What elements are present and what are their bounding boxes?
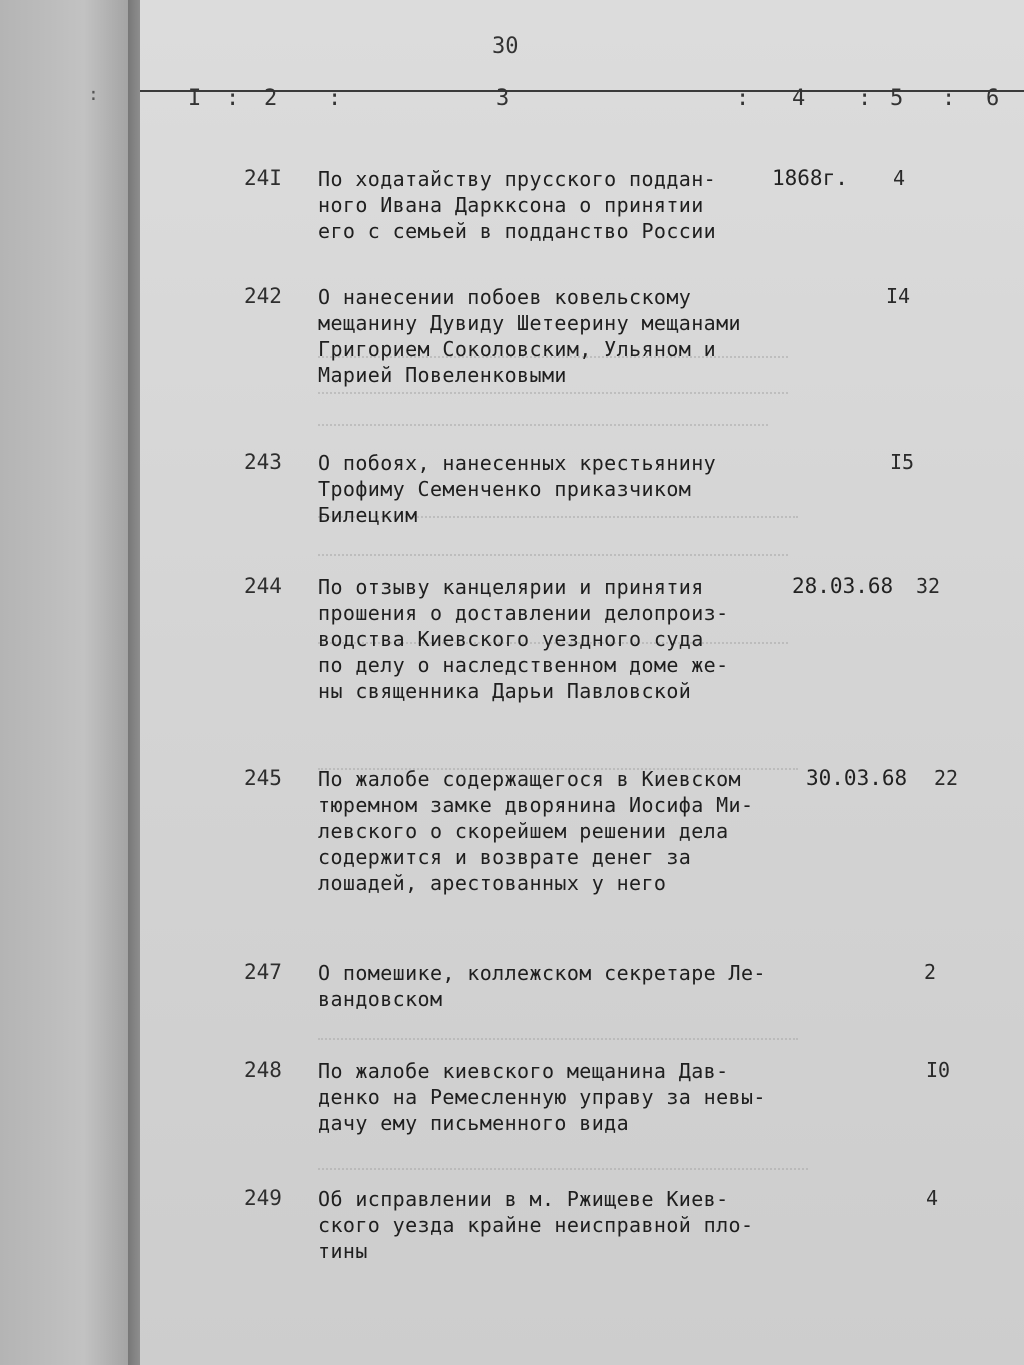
column-header-2: 2: [264, 86, 278, 111]
entry-title-line: О помешике, коллежском секретаре Ле-: [318, 961, 766, 985]
entry-title: [318, 574, 778, 704]
entry-title-line: Трофиму Семенченко приказчиком: [318, 477, 692, 501]
entry-title-line: лошадей, арестованных у него: [318, 871, 667, 895]
entry-number: 24I: [244, 166, 282, 190]
entry-title-line: тюремном замке дворянина Иосифа Ми-: [318, 793, 754, 817]
page-number: 30: [492, 34, 519, 59]
column-header-5: 5: [890, 86, 904, 111]
column-header-4: 4: [792, 86, 806, 111]
entry-sheet-count: I4: [886, 284, 911, 308]
entry-title-line: ны священника Дарьи Павловской: [318, 679, 692, 703]
entry-number: 242: [244, 284, 282, 308]
margin-mark: :: [88, 84, 99, 105]
entry-date: 1868г.: [772, 166, 848, 190]
entry-title-line: О нанесении побоев ковельскому: [318, 285, 692, 309]
entry-title-line: По ходатайству прусского поддан-: [318, 167, 717, 191]
entry-title-line: По жалобе содержащегося в Киевском: [318, 767, 741, 791]
entry-title: [318, 1186, 778, 1264]
entry-title-line: прошения о доставлении делопроиз-: [318, 601, 729, 625]
column-separator: :: [736, 86, 750, 111]
entry-sheet-count: 4: [893, 166, 906, 190]
entry-number: 247: [244, 960, 282, 984]
entry-date: 28.03.68: [792, 574, 894, 598]
entry-title: [318, 1058, 778, 1136]
entry-title-line: вандовском: [318, 987, 443, 1011]
entry-number: 244: [244, 574, 282, 598]
entry-title-line: По жалобе киевского мещанина Дав-: [318, 1059, 729, 1083]
entry-number: 249: [244, 1186, 282, 1210]
entry-sheet-count: 22: [934, 766, 959, 790]
column-separator: :: [226, 86, 240, 111]
entry-title-line: дачу ему письменного вида: [318, 1111, 630, 1135]
entry-title-line: по делу о наследственном доме же-: [318, 653, 729, 677]
entry-title-line: содержится и возврате денег за: [318, 845, 692, 869]
entry-title-line: Григорием Соколовским, Ульяном и: [318, 337, 717, 361]
entry-sheet-count: 2: [924, 960, 937, 984]
entry-title-line: О побоях, нанесенных крестьянину: [318, 451, 717, 475]
entry-title-line: ного Ивана Дарккcона о принятии: [318, 193, 704, 217]
entry-title-line: денко на Ремесленную управу за невы-: [318, 1085, 766, 1109]
entry-sheet-count: 4: [926, 1186, 939, 1210]
entry-title-line: ского уезда крайне неисправной пло-: [318, 1213, 754, 1237]
entry-title: [318, 450, 778, 528]
entry-title: [318, 960, 778, 1012]
entry-date: 30.03.68: [806, 766, 908, 790]
entry-title-line: Об исправлении в м. Ржищеве Киев-: [318, 1187, 729, 1211]
entry-sheet-count: 32: [916, 574, 941, 598]
entry-title-line: тины: [318, 1239, 368, 1263]
entry-title-line: водства Киевского уездного суда: [318, 627, 704, 651]
entry-sheet-count: I0: [926, 1058, 951, 1082]
entry-title: [318, 284, 778, 388]
entry-title-line: Марией Повеленковыми: [318, 363, 567, 387]
entry-number: 248: [244, 1058, 282, 1082]
entry-title-line: По отзыву канцелярии и принятия: [318, 575, 704, 599]
entry-title-line: мещанину Дувиду Шетеерину мещанами: [318, 311, 741, 335]
entry-title-line: Билецким: [318, 503, 418, 527]
entry-title: [318, 766, 778, 896]
entry-title-line: его с семьей в подданство России: [318, 219, 717, 243]
column-separator: :: [942, 86, 956, 111]
entry-title-line: левского о скорейшем решении дела: [318, 819, 729, 843]
column-header-6: 6: [986, 86, 1000, 111]
column-separator: :: [858, 86, 872, 111]
entry-number: 243: [244, 450, 282, 474]
column-separator: :: [328, 86, 342, 111]
column-header-1: I: [188, 86, 202, 111]
column-header-3: 3: [496, 86, 510, 111]
entry-sheet-count: I5: [890, 450, 915, 474]
entry-number: 245: [244, 766, 282, 790]
entry-title: [318, 166, 778, 244]
